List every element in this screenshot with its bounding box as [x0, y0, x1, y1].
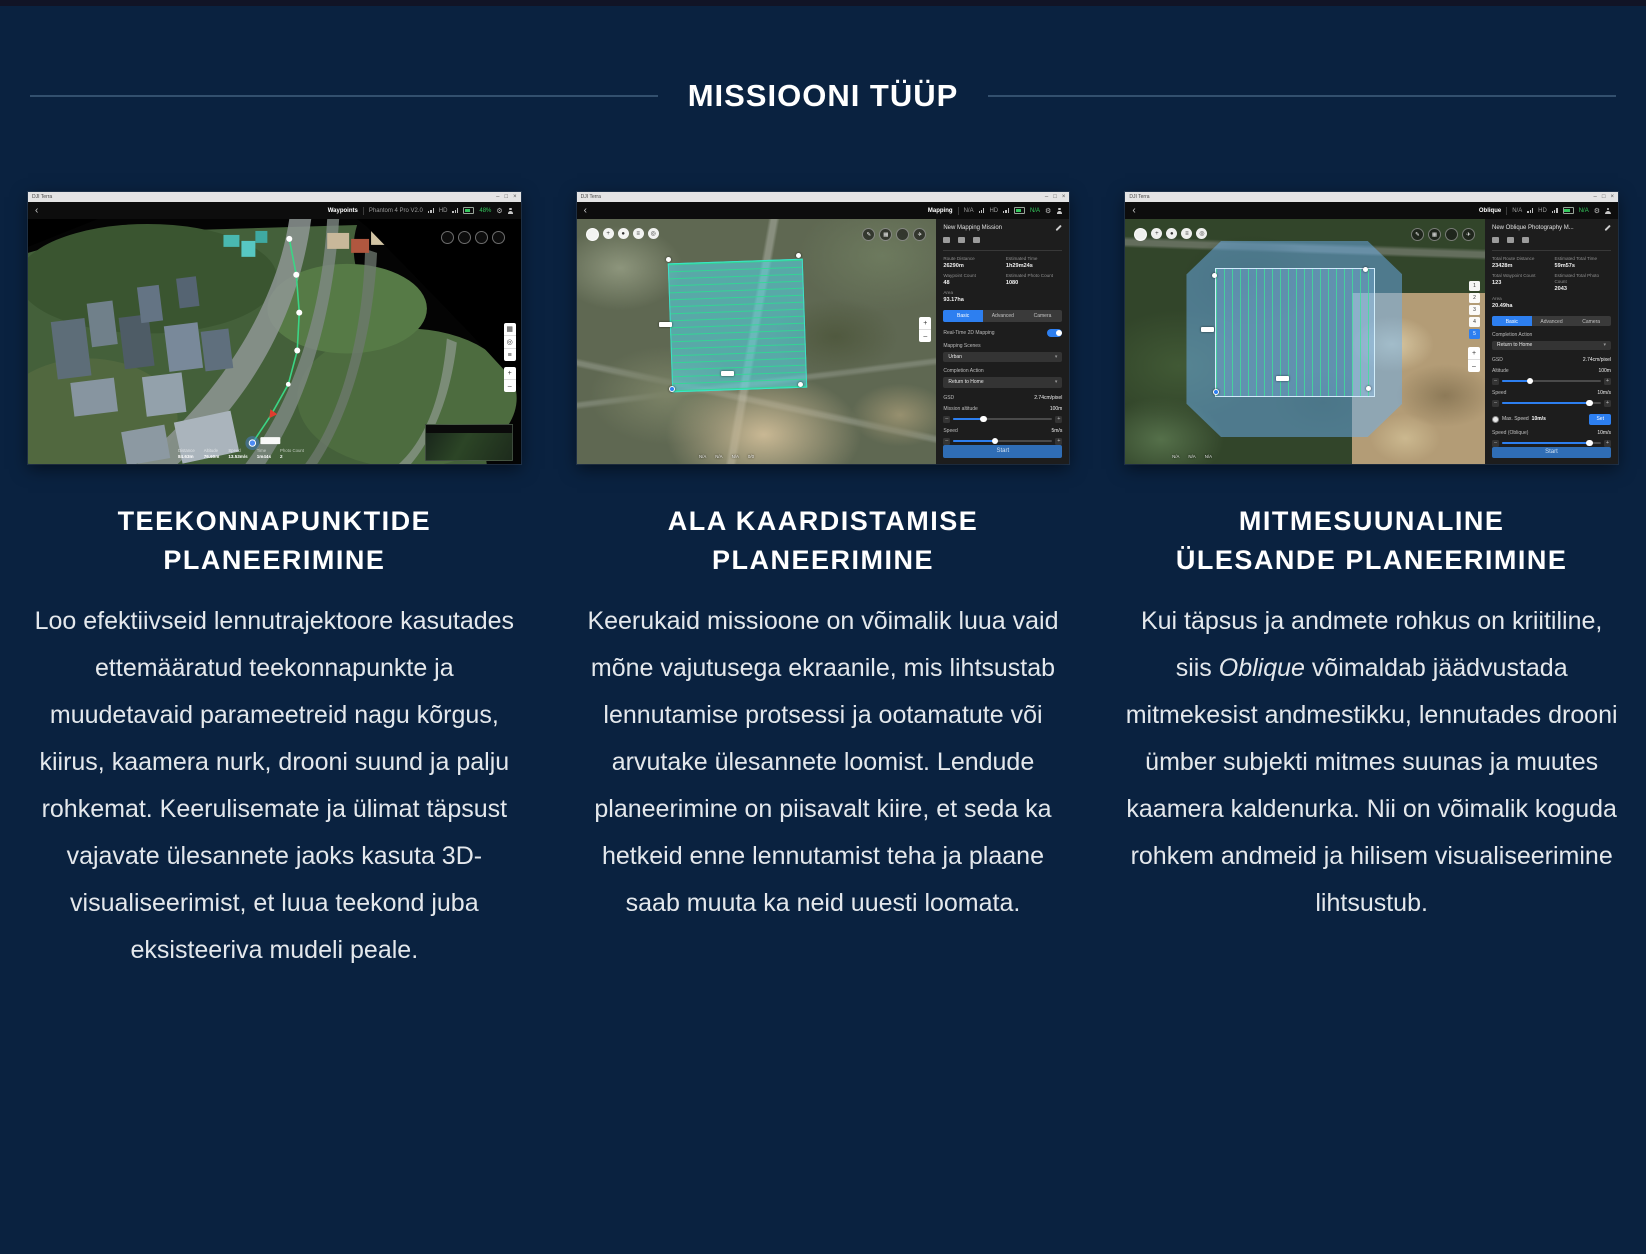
plus-icon[interactable]: +	[1605, 399, 1610, 406]
status-label: Distance	[178, 448, 195, 453]
map-statusbar	[699, 454, 754, 459]
completion-action-select[interactable]	[943, 377, 1062, 387]
status-value: N/A	[1188, 454, 1196, 459]
field-value: 20.49ha	[1491, 302, 1513, 309]
mission-type-columns	[0, 192, 1646, 974]
title-divider-right	[988, 95, 1616, 97]
select-value: Return to Home	[948, 379, 984, 386]
layers-icon[interactable]: ≡	[1181, 228, 1192, 239]
rc-signal-icon	[428, 208, 434, 213]
scene-3d-view	[28, 219, 521, 464]
oblique-subject-area[interactable]	[1215, 268, 1375, 397]
area-corner-handle[interactable]	[1212, 273, 1217, 278]
field-value: 59m57s	[1554, 262, 1576, 269]
drone-status-label: N/A	[1512, 207, 1523, 214]
plus-icon[interactable]: +	[1057, 415, 1061, 422]
speed-value: 10m/s	[1597, 389, 1611, 396]
realtime-2d-toggle[interactable]	[1047, 329, 1062, 337]
screenshot-oblique-planning	[1125, 192, 1618, 464]
layers-icon[interactable]: ≡	[633, 228, 644, 239]
status-value: N/A	[731, 454, 739, 459]
battery-percent: N/A	[1578, 207, 1589, 214]
speed-label: Speed	[1491, 389, 1507, 396]
altitude-value: 100m	[1049, 405, 1063, 412]
edit-icon[interactable]: ✎	[1411, 228, 1424, 241]
window-titlebar	[577, 192, 1070, 202]
drone-model-label: Phantom 4 Pro V2.0	[368, 207, 423, 214]
satellite-map[interactable]	[1125, 219, 1485, 464]
column-waypoints	[28, 192, 521, 974]
battery-icon	[463, 207, 474, 214]
heading-line: MITMESUUNALINE	[1238, 506, 1505, 536]
app-toolbar	[28, 202, 521, 219]
field-label: Total Waypoint Count	[1491, 272, 1536, 278]
screenshot-waypoint-planning	[28, 192, 521, 464]
status-value: 0/0	[747, 454, 755, 459]
close-icon[interactable]: ×	[1061, 194, 1066, 200]
screenshot-area-mapping	[577, 192, 1070, 464]
map-statusbar	[1172, 454, 1212, 459]
column-heading	[28, 502, 521, 580]
app-toolbar	[1125, 202, 1618, 219]
tool-icon[interactable]: ◎	[504, 336, 516, 349]
status-label: Time	[256, 448, 267, 453]
edit-icon[interactable]: ✎	[862, 228, 875, 241]
gear-icon[interactable]: ⚙	[1045, 207, 1052, 215]
level-button[interactable]: 1	[1469, 281, 1480, 291]
battery-icon	[1563, 207, 1574, 214]
field-label: Area	[943, 289, 954, 295]
field-label: Route Distance	[943, 255, 975, 261]
locate-icon[interactable]: +	[603, 228, 614, 239]
close-icon[interactable]: ×	[513, 194, 517, 200]
panel-tabs	[943, 310, 1062, 322]
tool-icon[interactable]: ▦	[504, 323, 516, 336]
chevron-down-icon: ▾	[1054, 379, 1058, 386]
max-speed-row	[1492, 414, 1611, 425]
edge-length-chip	[721, 371, 734, 376]
paragraph-italic: Oblique	[1218, 654, 1305, 683]
search-icon[interactable]: ◎	[1196, 228, 1207, 239]
column-mapping	[577, 192, 1070, 974]
altitude-slider[interactable]	[943, 416, 1062, 423]
area-corner-handle[interactable]	[666, 257, 671, 262]
edge-length-chip	[1276, 376, 1289, 381]
field-value: 1080	[1005, 279, 1019, 286]
minimize-icon[interactable]: –	[1593, 194, 1597, 200]
hd-signal-icon	[1552, 208, 1558, 213]
paragraph-text: Kui täpsus ja andmete rohkus on kriitiline, siis	[1140, 607, 1603, 683]
search-icon[interactable]: ◎	[648, 228, 659, 239]
poi-icon[interactable]: ●	[1166, 228, 1177, 239]
altitude-label: Altitude	[1491, 367, 1509, 374]
completion-action-select[interactable]	[1492, 341, 1611, 350]
column-heading	[1125, 502, 1618, 580]
plus-icon[interactable]: +	[1605, 377, 1610, 384]
panel-title: New Oblique Photography M...	[1491, 225, 1574, 231]
window-titlebar	[28, 192, 521, 202]
scene-tools	[504, 323, 516, 361]
max-speed-radio[interactable]	[1492, 416, 1499, 423]
heading-line: PLANEERIMINE	[163, 545, 386, 576]
minus-icon[interactable]: –	[1493, 377, 1498, 384]
window-titlebar	[1125, 192, 1618, 202]
hd-label: HD	[1538, 207, 1547, 214]
tab-camera[interactable]: Camera	[1033, 313, 1052, 320]
altitude-value: 100m	[1598, 367, 1611, 374]
zoom-controls	[919, 317, 931, 342]
pan-icon[interactable]	[896, 228, 909, 241]
heading-line: ALA KAARDISTAMISE	[667, 506, 979, 536]
plus-icon[interactable]: +	[1057, 437, 1061, 444]
altitude-slider[interactable]	[1492, 378, 1611, 385]
chevron-down-icon: ▾	[1603, 342, 1606, 349]
minimize-icon[interactable]: –	[496, 194, 500, 200]
level-button[interactable]: 3	[1469, 305, 1480, 315]
compass-icon[interactable]	[1134, 228, 1147, 241]
view-option-icon[interactable]	[475, 231, 488, 244]
status-value: 1m44s	[256, 454, 272, 459]
heading-line: PLANEERIMINE	[711, 545, 934, 576]
app-toolbar	[577, 202, 1070, 219]
import-icon[interactable]	[1522, 237, 1529, 243]
status-label: Altitude	[203, 448, 219, 453]
back-icon[interactable]: ‹	[1132, 204, 1136, 216]
field-value: 2043	[1554, 285, 1567, 292]
level-button[interactable]: 2	[1469, 293, 1480, 303]
view-controls	[441, 231, 505, 244]
column-paragraph	[577, 598, 1070, 927]
speed-label: Speed	[943, 427, 958, 434]
mode-label[interactable]: Waypoints	[327, 207, 358, 214]
map-controls-right	[1411, 228, 1475, 241]
completion-label: Completion Action	[1491, 332, 1533, 339]
tab-advanced[interactable]: Advanced	[1540, 319, 1563, 326]
field-label: Estimated Total Photo Count	[1554, 272, 1600, 284]
zoom-out-icon[interactable]: –	[1472, 362, 1476, 370]
paragraph-text: võimaldab jäädvustada mitmekesist andmestikku, lennutades drooni ümber subjekti mitmes suunas ja muutes kaamera kaldenurka. Nii on võimalik koguda rohkem andmeid ja hilisem visualiseerimine lihtsustub.	[1125, 654, 1618, 918]
oblique-route-levels	[1469, 281, 1480, 339]
field-label: Area	[1491, 295, 1502, 301]
minus-icon[interactable]: –	[945, 415, 949, 422]
panel-title: New Mapping Mission	[943, 225, 1003, 231]
user-icon[interactable]	[1605, 208, 1611, 214]
zoom-controls	[1468, 347, 1480, 372]
panel-tabs	[1492, 316, 1611, 326]
plus-icon[interactable]: +	[1605, 439, 1610, 446]
mapping-scenes-select[interactable]	[943, 352, 1062, 362]
gsd-value: 2.74cm/pixel	[1034, 394, 1063, 401]
status-value: 84.63m	[178, 454, 194, 459]
view-option-icon[interactable]	[458, 231, 471, 244]
column-paragraph	[28, 598, 521, 974]
mission-panel	[936, 219, 1069, 464]
zoom-out-icon[interactable]: –	[507, 382, 512, 390]
locate-icon[interactable]: +	[1151, 228, 1162, 239]
zoom-in-icon[interactable]: +	[504, 367, 516, 380]
max-speed-label: Max. Speed	[1501, 416, 1529, 423]
minus-icon[interactable]: –	[945, 437, 949, 444]
oblique-speed-value: 10m/s	[1597, 429, 1611, 436]
chevron-down-icon: ▾	[1054, 353, 1058, 360]
minus-icon[interactable]: –	[1493, 439, 1498, 446]
maximize-icon[interactable]: □	[504, 194, 509, 200]
completion-label: Completion Action	[943, 368, 984, 375]
altitude-label: Mission altitude	[943, 405, 978, 412]
battery-percent: 48%	[479, 207, 492, 214]
status-value: N/A	[1172, 454, 1180, 459]
window-title: DJI Terra	[32, 194, 53, 200]
column-heading	[577, 502, 1070, 580]
zoom-out-icon[interactable]: –	[923, 332, 928, 340]
field-label: Estimated Photo Count	[1005, 272, 1054, 278]
section-title: MISSIOONI TÜÜP	[687, 78, 959, 113]
toggle-label: Real-Time 2D Mapping	[943, 329, 995, 336]
heading-line: TEEKONNAPUNKTIDE	[117, 506, 432, 536]
drone-status-label: N/A	[963, 207, 974, 214]
level-button[interactable]: 4	[1469, 317, 1480, 327]
tab-basic[interactable]: Basic	[1492, 316, 1532, 326]
window-title: DJI Terra	[1129, 194, 1150, 200]
hd-signal-icon	[1003, 208, 1009, 213]
close-icon[interactable]: ×	[1610, 194, 1614, 200]
save-icon[interactable]	[943, 237, 950, 243]
import-icon[interactable]	[973, 237, 980, 243]
section-header	[0, 6, 1646, 114]
zoom-controls	[504, 367, 516, 392]
hd-label: HD	[438, 207, 448, 214]
measure-icon[interactable]	[1507, 237, 1514, 243]
hd-label: HD	[989, 207, 999, 214]
flight-statusbar	[178, 448, 304, 459]
speed-slider[interactable]	[1492, 400, 1611, 407]
satellite-map[interactable]	[577, 219, 937, 464]
area-corner-handle[interactable]	[1366, 386, 1371, 391]
view-option-icon[interactable]	[492, 231, 505, 244]
paragraph-text: Loo efektiivseid lennutrajektoore kasutades ettemääratud teekonnapunkte ja muudetavaid parameetreid nagu kõrgus, kiirus, kaamera nurk, drooni suund ja palju rohkemat. Keerulisemate ja ülimat täpsust vajavate ülesannete jaoks kasuta 3D-visualiseerimist, et luua teekond juba eksisteeriva mudeli peale.	[34, 607, 515, 965]
set-button[interactable]: Set	[1589, 414, 1611, 425]
status-label: Photo Count	[280, 448, 304, 453]
hd-signal-icon	[452, 208, 458, 213]
save-icon[interactable]	[1492, 237, 1499, 243]
measure-icon[interactable]	[958, 237, 965, 243]
map-controls-left	[586, 228, 659, 241]
gsd-value: 2.74cm/pixel	[1582, 356, 1611, 363]
battery-icon	[1014, 207, 1025, 214]
edge-length-chip	[1201, 327, 1214, 332]
speed-slider[interactable]	[943, 438, 1062, 445]
field-label: Total Route Distance	[1491, 255, 1535, 261]
poi-icon[interactable]: ●	[618, 228, 629, 239]
camera-preview-inset[interactable]	[425, 424, 513, 461]
gear-icon[interactable]: ⚙	[1593, 207, 1600, 215]
column-paragraph	[1125, 598, 1618, 927]
user-icon[interactable]	[508, 208, 514, 214]
pan-icon[interactable]	[1445, 228, 1458, 241]
select-value: Return to Home	[1496, 342, 1533, 349]
status-value: 13.53m/s	[228, 454, 248, 459]
edge-length-chip	[659, 322, 672, 327]
field-value: 23428m	[1491, 262, 1513, 269]
panel-action-icons	[1492, 237, 1611, 243]
back-icon[interactable]: ‹	[583, 204, 587, 216]
map-controls-right	[862, 228, 926, 241]
field-value: 26290m	[943, 262, 964, 269]
compass-icon[interactable]	[586, 228, 599, 241]
plane-icon[interactable]: ✈	[913, 228, 926, 241]
speed-value: 5m/s	[1051, 427, 1063, 434]
view-option-icon[interactable]	[441, 231, 454, 244]
field-value: 123	[1491, 279, 1502, 286]
paragraph-text: Keerukaid missioone on võimalik luua vaid mõne vajutusega ekraanile, mis lihtsustab lennutamise protsessi ja ootamatute või arvutake ülesannete loomist. Lendude planeerimine on piisavalt kiire, et seda ka hetkeid enne lennutamist teha ja plaane saab muuta ka neid uuesti loomata.	[587, 607, 1059, 918]
field-label: Estimated Total Time	[1554, 255, 1598, 261]
oblique-speed-slider[interactable]	[1492, 440, 1611, 447]
max-speed-value: 10m/s	[1531, 416, 1546, 423]
tab-advanced[interactable]: Advanced	[991, 313, 1014, 320]
minus-icon[interactable]: –	[1493, 399, 1498, 406]
field-label: Estimated Time	[1005, 255, 1038, 261]
grid-icon[interactable]: ▦	[1428, 228, 1441, 241]
plane-icon[interactable]: ✈	[1462, 228, 1475, 241]
mode-label[interactable]: Oblique	[1478, 207, 1502, 214]
mission-panel	[1485, 219, 1618, 464]
gsd-label: GSD	[1491, 356, 1503, 363]
zoom-in-icon[interactable]: +	[919, 317, 931, 330]
area-corner-handle[interactable]	[1363, 267, 1368, 272]
rc-signal-icon	[979, 208, 985, 213]
start-button[interactable]: Start	[1492, 447, 1611, 458]
window-title: DJI Terra	[580, 194, 601, 200]
level-button-active[interactable]: 5	[1469, 329, 1480, 339]
zoom-in-icon[interactable]: +	[1468, 347, 1480, 360]
field-value: 1h29m24s	[1005, 262, 1033, 269]
tool-icon[interactable]: ≡	[507, 351, 512, 359]
status-value: 76.60m	[203, 454, 220, 459]
status-value: N/A	[1204, 454, 1213, 459]
select-value: Urban	[948, 353, 962, 360]
user-icon[interactable]	[1056, 208, 1062, 214]
mode-label[interactable]: Mapping	[927, 207, 953, 214]
column-oblique	[1125, 192, 1618, 974]
minimize-icon[interactable]: –	[1044, 194, 1049, 200]
area-corner-handle[interactable]	[669, 386, 675, 392]
oblique-speed-label: Speed (Oblique)	[1491, 429, 1529, 436]
rc-signal-icon	[1527, 208, 1533, 213]
edit-icon[interactable]	[1604, 225, 1610, 231]
gsd-label: GSD	[943, 394, 955, 401]
mapping-survey-area[interactable]	[668, 258, 808, 392]
edit-icon[interactable]	[1056, 225, 1062, 231]
status-label: Speed	[228, 448, 241, 453]
panel-action-icons	[943, 237, 1062, 243]
map-controls-left	[1134, 228, 1207, 241]
tab-camera[interactable]: Camera	[1582, 319, 1601, 326]
heading-line: ÜLESANDE PLANEERIMINE	[1175, 545, 1568, 576]
maximize-icon[interactable]: □	[1601, 194, 1606, 200]
start-button[interactable]: Start	[943, 445, 1062, 458]
area-corner-handle[interactable]	[798, 382, 803, 387]
tab-basic[interactable]: Basic	[943, 310, 983, 322]
back-icon[interactable]: ‹	[35, 204, 39, 216]
gear-icon[interactable]: ⚙	[496, 207, 503, 215]
field-label: Waypoint Count	[943, 272, 976, 278]
status-value: N/A	[715, 454, 723, 459]
scenes-label: Mapping Scenes	[943, 342, 981, 349]
title-divider-left	[30, 95, 658, 97]
status-value: 2	[280, 454, 283, 459]
field-value: 48	[943, 279, 950, 286]
field-value: 93.17ha	[943, 296, 964, 303]
maximize-icon[interactable]: □	[1053, 194, 1057, 200]
status-value: N/A	[698, 454, 707, 459]
grid-icon[interactable]: ▦	[879, 228, 892, 241]
battery-percent: N/A	[1030, 207, 1041, 214]
